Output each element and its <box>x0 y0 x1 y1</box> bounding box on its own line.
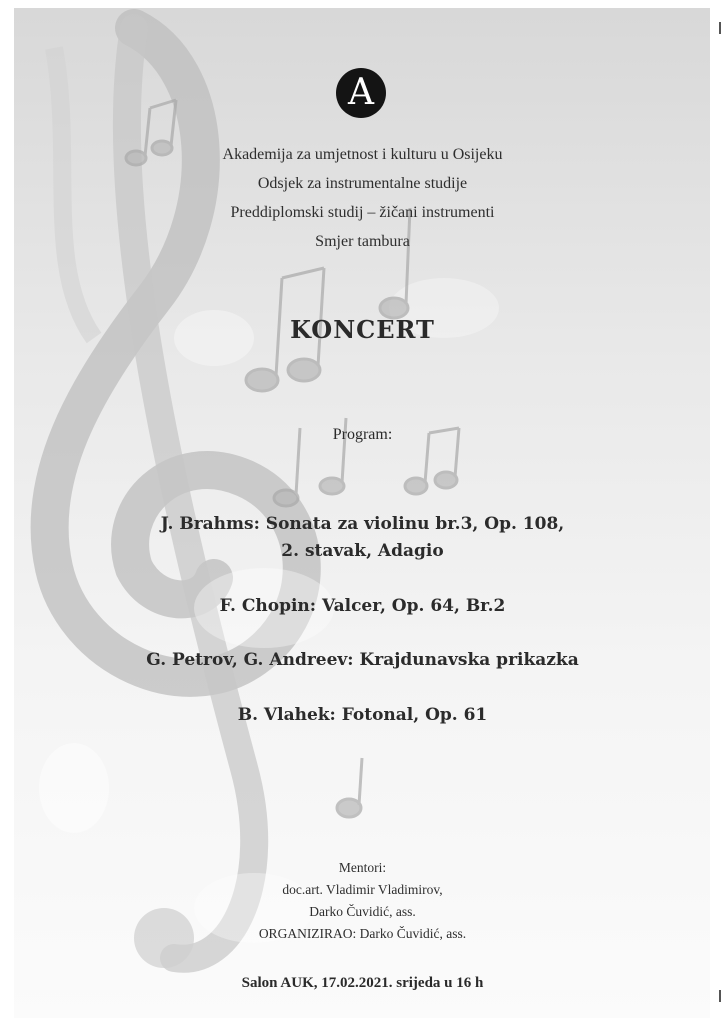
institution-line-1: Akademija za umjetnost i kulturu u Osijeku <box>222 146 503 163</box>
venue-date: Salon AUK, 17.02.2021. srijeda u 16 h <box>241 975 484 991</box>
program-label: Program: <box>332 426 393 443</box>
academy-logo <box>336 68 386 118</box>
organizer-line: ORGANIZIRAO: Darko Čuvidić, ass. <box>258 926 467 941</box>
program-piece-4: B. Vlahek: Fotonal, Op. 61 <box>237 705 488 725</box>
event-title: KONCERT <box>290 315 435 344</box>
program-piece-2: F. Chopin: Valcer, Op. 64, Br.2 <box>219 596 506 616</box>
crop-mark-top <box>719 22 721 34</box>
program-piece-1: J. Brahms: Sonata za violinu br.3, Op. 108, <box>160 514 565 534</box>
mentors-label: Mentori: <box>338 860 387 875</box>
logo-letter: A <box>348 72 374 113</box>
institution-line-4: Smjer tambura <box>315 233 410 250</box>
program-piece-3: G. Petrov, G. Andreev: Krajdunavska prikazka <box>146 650 579 670</box>
institution-line-2: Odsjek za instrumentalne studije <box>257 175 468 192</box>
program-piece-1-movement: 2. stavak, Adagio <box>281 541 444 561</box>
mentor-name-1: doc.art. Vladimir Vladimirov, <box>282 882 443 897</box>
institution-line-3: Preddiplomski studij – žičani instrumenti <box>230 204 495 221</box>
mentor-name-2: Darko Čuvidić, ass. <box>309 904 416 919</box>
